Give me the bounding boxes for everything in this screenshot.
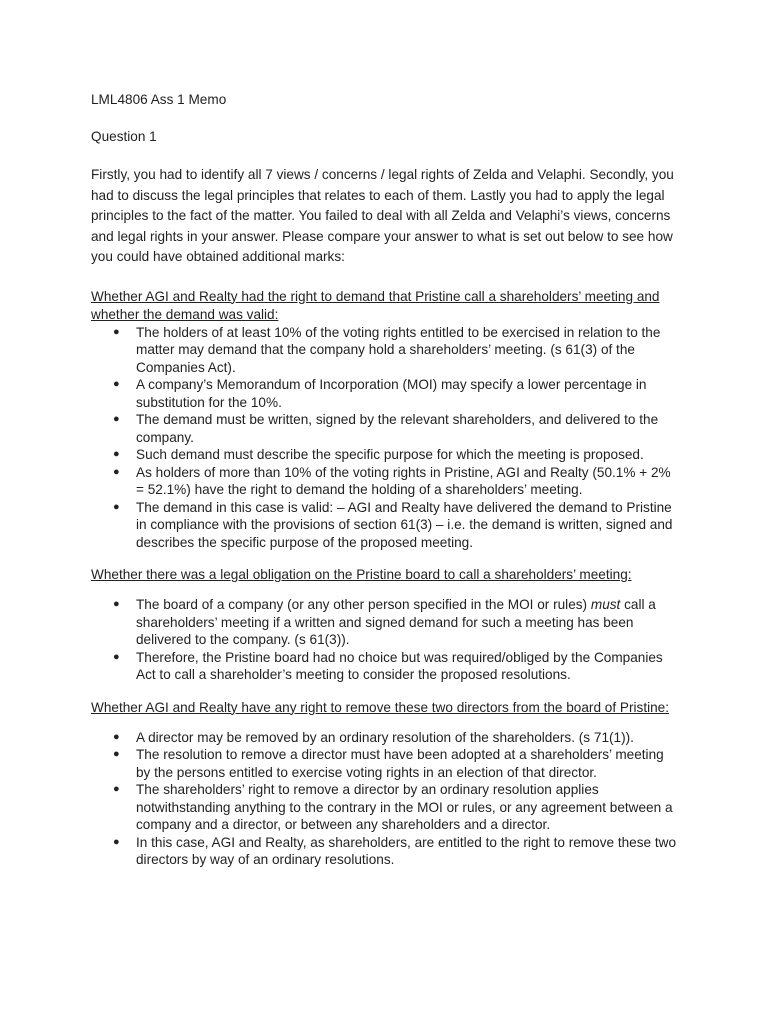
section-list-demand bbox=[91, 324, 691, 552]
section-list-remove-directors bbox=[91, 729, 691, 869]
list-item bbox=[91, 834, 681, 869]
list-item-text: The shareholders’ right to remove a director by an ordinary resolution applies notwithstanding anything to the contrary in the MOI or rules, or any agreement between a company and a director, or between any shareholders and a director. bbox=[136, 782, 673, 832]
bullet-icon: ● bbox=[113, 465, 120, 478]
section-heading-demand: Whether AGI and Realty had the right to demand that Pristine call a shareholders’ meeting and whether the demand was valid: bbox=[91, 288, 660, 322]
list-item-text: In this case, AGI and Realty, as shareholders, are entitled to the right to remove these two directors by way of an ordinary resolutions. bbox=[136, 834, 677, 867]
list-item bbox=[91, 464, 681, 499]
bullet-icon: ● bbox=[113, 413, 120, 425]
list-item-text: A company’s Memorandum of Incorporation (MOI) may specify a lower percentage in substitution for the 10%. bbox=[136, 377, 647, 410]
document-title: LML4806 Ass 1 Memo bbox=[91, 92, 227, 107]
list-item bbox=[91, 649, 681, 684]
bullet-icon: ● bbox=[113, 448, 120, 460]
list-item bbox=[91, 411, 681, 446]
list-item bbox=[91, 376, 681, 411]
bullet-icon: ● bbox=[113, 500, 120, 513]
section-list-board-obligation bbox=[91, 596, 691, 684]
list-item-text: As holders of more than 10% of the voting rights in Pristine, AGI and Realty (50.1% + 2% = 52.1%) have the right to demand the holding of a shareholders’ meeting. bbox=[136, 464, 671, 497]
bullet-icon: ● bbox=[113, 598, 120, 610]
bullet-icon: ● bbox=[113, 650, 120, 663]
list-item bbox=[91, 446, 681, 464]
list-item-text-end: call a shareholders’ meeting if a written and signed demand for such a meeting has been delivered to the company. (s 61(3)). bbox=[136, 597, 656, 647]
list-item bbox=[91, 746, 681, 781]
list-item-text: A director may be removed by an ordinary resolution of the shareholders. (s 71(1)). bbox=[136, 729, 634, 745]
intro-paragraph: Firstly, you had to identify all 7 views / concerns / legal rights of Zelda and Velaphi. Secondly, you had to discuss the legal principles that relates to each of them. Lastly you had to apply the legal principles to the fact of the matter. You failed to deal with all Zelda and Velaphi’s views, concerns and legal rights in your answer. Please compare your answer to what is set out below to see how you could have obtained additional marks: bbox=[91, 167, 674, 264]
section-heading-board-obligation: Whether there was a legal obligation on the Pristine board to call a shareholders’ meeting: bbox=[91, 567, 632, 582]
question-heading: Question 1 bbox=[91, 129, 157, 144]
document-page bbox=[91, 91, 691, 869]
emphasis-must: must bbox=[590, 597, 621, 612]
list-item-text: The demand in this case is valid: – AGI and Realty have delivered the demand to Pristine in compliance with the provisions of section 61(3) – i.e. the demand is written, signed and describes the specific purpose of the proposed meeting. bbox=[136, 499, 673, 550]
bullet-icon: ● bbox=[113, 748, 120, 760]
list-item bbox=[91, 596, 681, 649]
bullet-icon: ● bbox=[113, 730, 120, 743]
list-item bbox=[91, 499, 681, 552]
list-item bbox=[91, 729, 681, 747]
section-heading-remove-directors: Whether AGI and Realty have any right to remove these two directors from the board of Pristine: bbox=[91, 699, 670, 715]
bullet-icon: ● bbox=[113, 325, 120, 338]
bullet-icon: ● bbox=[113, 783, 120, 795]
list-item-text: Such demand must describe the specific purpose for which the meeting is proposed. bbox=[136, 447, 644, 462]
list-item-text: The holders of at least 10% of the voting rights entitled to be exercised in relation to the matter may demand that the company hold a shareholders’ meeting. (s 61(3) of the Companies Act). bbox=[136, 324, 661, 375]
list-item bbox=[91, 324, 681, 377]
list-item-text: The demand must be written, signed by the relevant shareholders, and delivered to the company. bbox=[136, 412, 659, 445]
bullet-icon: ● bbox=[113, 378, 120, 390]
list-item-text: The resolution to remove a director must have been adopted at a shareholders’ meeting by the persons entitled to exercise voting rights in an election of that director. bbox=[136, 747, 664, 780]
list-item bbox=[91, 781, 681, 834]
list-item-text: Therefore, the Pristine board had no choice but was required/obliged by the Companies Act to call a shareholder’s meeting to consider the proposed resolutions. bbox=[136, 649, 663, 682]
list-item-text-start: The board of a company (or any other person specified in the MOI or rules) bbox=[136, 597, 591, 612]
bullet-icon: ● bbox=[113, 835, 120, 848]
